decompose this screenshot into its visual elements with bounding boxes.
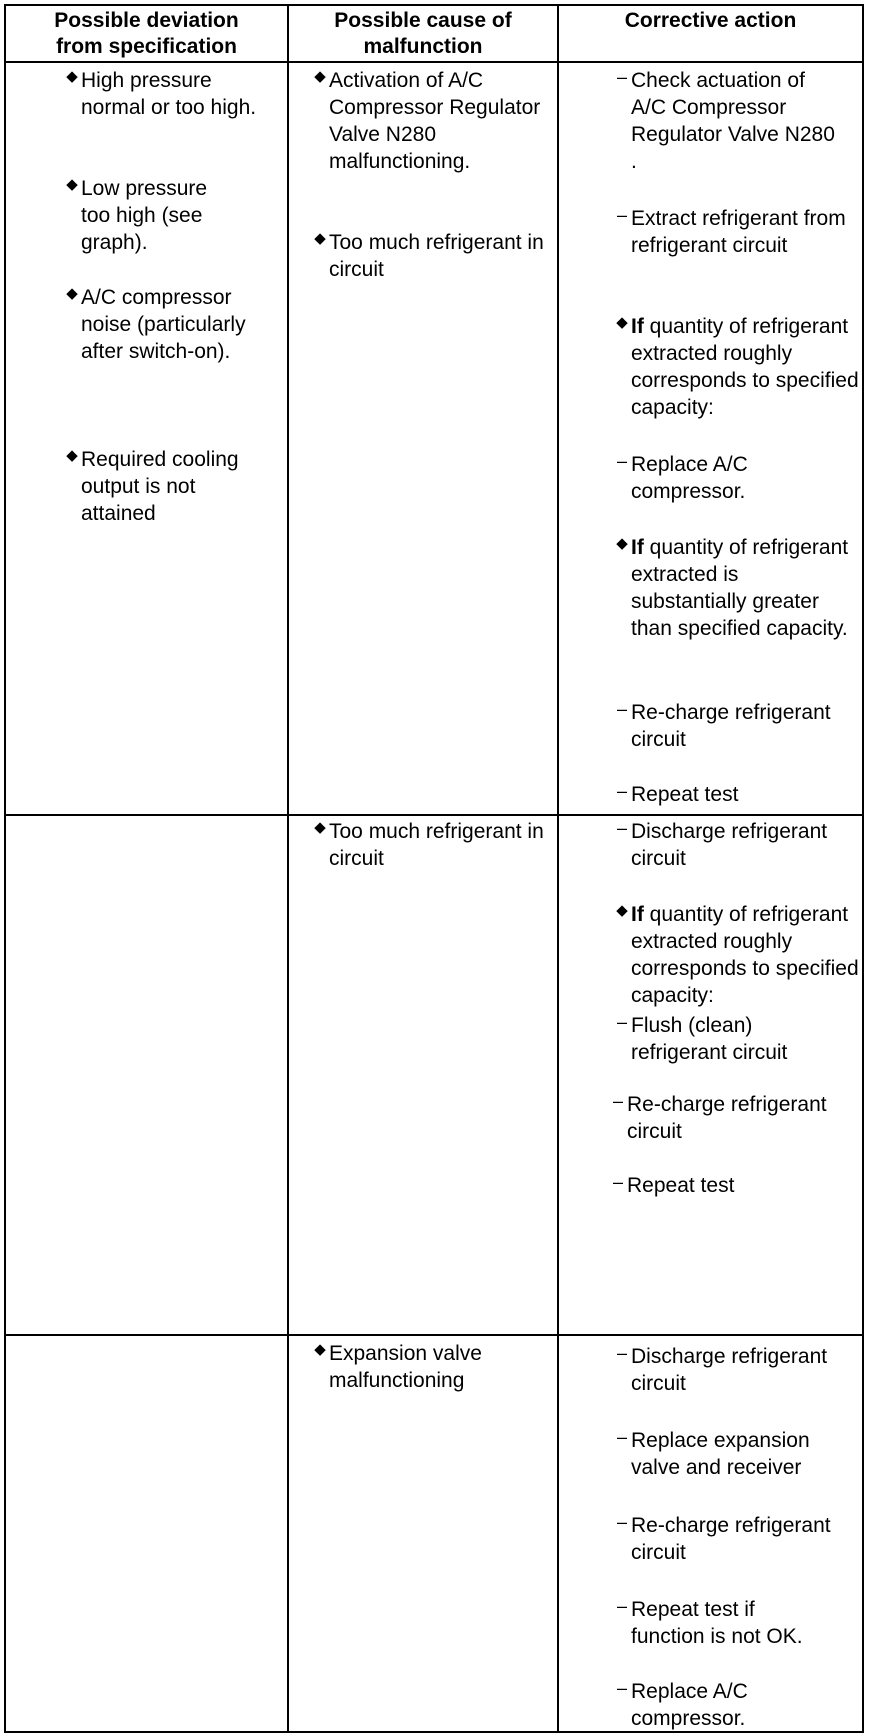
dash-icon: – <box>616 699 627 719</box>
deviation-item <box>66 67 266 121</box>
header-deviation-line1: Possible deviation <box>54 9 239 32</box>
action-text: quantity of refrigerant extracted roughly corresponds to specified capacity: <box>631 903 859 1007</box>
column-divider-2 <box>557 4 559 1733</box>
action-item <box>612 1172 827 1199</box>
deviation-text: Low pressure too high (see graph). <box>81 177 208 254</box>
action-item <box>616 205 846 259</box>
action-text: Re-charge refrigerant circuit <box>627 1093 827 1143</box>
action-item <box>616 699 863 753</box>
action-item <box>616 1427 846 1481</box>
header-cause-line1: Possible cause of <box>334 9 512 32</box>
action-item <box>616 534 856 642</box>
action-condition-keyword: If <box>631 315 644 338</box>
bullet-icon: ◆ <box>314 819 326 836</box>
action-item <box>616 451 831 505</box>
dash-icon: – <box>612 1172 623 1192</box>
action-text: quantity of refrigerant extracted is substantially greater than specified capacity. <box>631 536 849 640</box>
cause-text: Expansion valve malfunctioning <box>329 1342 482 1392</box>
table-top-border <box>4 4 864 6</box>
header-deviation <box>6 8 287 60</box>
bullet-icon: ◆ <box>66 285 78 302</box>
dash-icon: – <box>616 781 627 801</box>
action-text: quantity of refrigerant extracted roughly corresponds to specified capacity: <box>631 315 859 419</box>
dash-icon: – <box>616 818 627 838</box>
bullet-icon: ◆ <box>66 68 78 85</box>
bullet-icon: ◆ <box>314 1341 326 1358</box>
deviation-text: Required cooling output is not attained <box>81 448 239 525</box>
table-left-border <box>4 4 6 1733</box>
action-condition-keyword: If <box>631 536 644 559</box>
header-action <box>559 8 862 34</box>
action-item <box>616 1343 856 1397</box>
action-text: Replace A/C compressor. <box>631 453 748 503</box>
action-text: Replace expansion valve and receiver <box>631 1429 810 1479</box>
action-text: Repeat test if function is not OK. <box>631 1598 803 1648</box>
cause-item <box>314 818 557 872</box>
deviation-text: A/C compressor noise (particularly after switch-on). <box>81 286 246 363</box>
row1-bottom-border <box>4 814 864 816</box>
bullet-icon: ◆ <box>66 447 78 464</box>
cause-item <box>314 229 557 283</box>
action-text: Discharge refrigerant circuit <box>631 820 828 870</box>
bullet-icon: ◆ <box>616 314 628 331</box>
action-item <box>616 781 831 808</box>
header-cause <box>289 8 557 60</box>
dash-icon: – <box>616 1512 627 1532</box>
row2-bottom-border <box>4 1334 864 1336</box>
bullet-icon: ◆ <box>314 68 326 85</box>
dash-icon: – <box>612 1091 623 1111</box>
action-item <box>616 1512 863 1566</box>
bullet-icon: ◆ <box>66 176 78 193</box>
action-item <box>612 1091 862 1145</box>
header-deviation-line2: from specification <box>56 35 237 58</box>
action-text: Re-charge refrigerant circuit <box>631 1514 831 1564</box>
action-condition-keyword: If <box>631 903 644 926</box>
column-divider-1 <box>287 4 289 1733</box>
table-right-border <box>862 4 864 1733</box>
cause-item <box>314 67 554 175</box>
deviation-item <box>66 284 261 365</box>
cause-text: Too much refrigerant in circuit <box>329 820 544 870</box>
action-text: Replace A/C compressor. <box>631 1680 748 1730</box>
cause-text: Activation of A/C Compressor Regulator Valve N280 malfunctioning. <box>329 69 541 173</box>
action-text: Repeat test <box>627 1174 735 1197</box>
dash-icon: – <box>616 1678 627 1698</box>
action-text: Flush (clean) refrigerant circuit <box>631 1014 788 1064</box>
action-item <box>616 67 841 175</box>
cause-item <box>314 1340 529 1394</box>
deviation-item <box>66 175 241 256</box>
deviation-text: High pressure normal or too high. <box>81 69 257 119</box>
action-text: Discharge refrigerant circuit <box>631 1345 828 1395</box>
action-item <box>616 901 863 1009</box>
action-text: Extract refrigerant from refrigerant circuit <box>631 207 846 257</box>
action-text: Re-charge refrigerant circuit <box>631 701 831 751</box>
cause-text: Too much refrigerant in circuit <box>329 231 544 281</box>
action-item <box>616 1678 831 1732</box>
bullet-icon: ◆ <box>616 902 628 919</box>
bullet-icon: ◆ <box>314 230 326 247</box>
action-item <box>616 1596 831 1650</box>
action-text: Check actuation of A/C Compressor Regulator Valve N280 . <box>631 69 835 173</box>
header-bottom-border <box>4 61 864 63</box>
action-item <box>616 313 863 421</box>
dash-icon: – <box>616 1427 627 1447</box>
dash-icon: – <box>616 1343 627 1363</box>
dash-icon: – <box>616 1012 627 1032</box>
deviation-item <box>66 446 251 527</box>
header-cause-line2: malfunction <box>363 35 483 58</box>
dash-icon: – <box>616 451 627 471</box>
header-action-line1: Corrective action <box>624 9 797 32</box>
dash-icon: – <box>616 67 627 87</box>
action-text: Repeat test <box>631 783 739 806</box>
action-item <box>616 818 856 872</box>
dash-icon: – <box>616 1596 627 1616</box>
bullet-icon: ◆ <box>616 535 628 552</box>
action-item <box>616 1012 836 1066</box>
dash-icon: – <box>616 205 627 225</box>
